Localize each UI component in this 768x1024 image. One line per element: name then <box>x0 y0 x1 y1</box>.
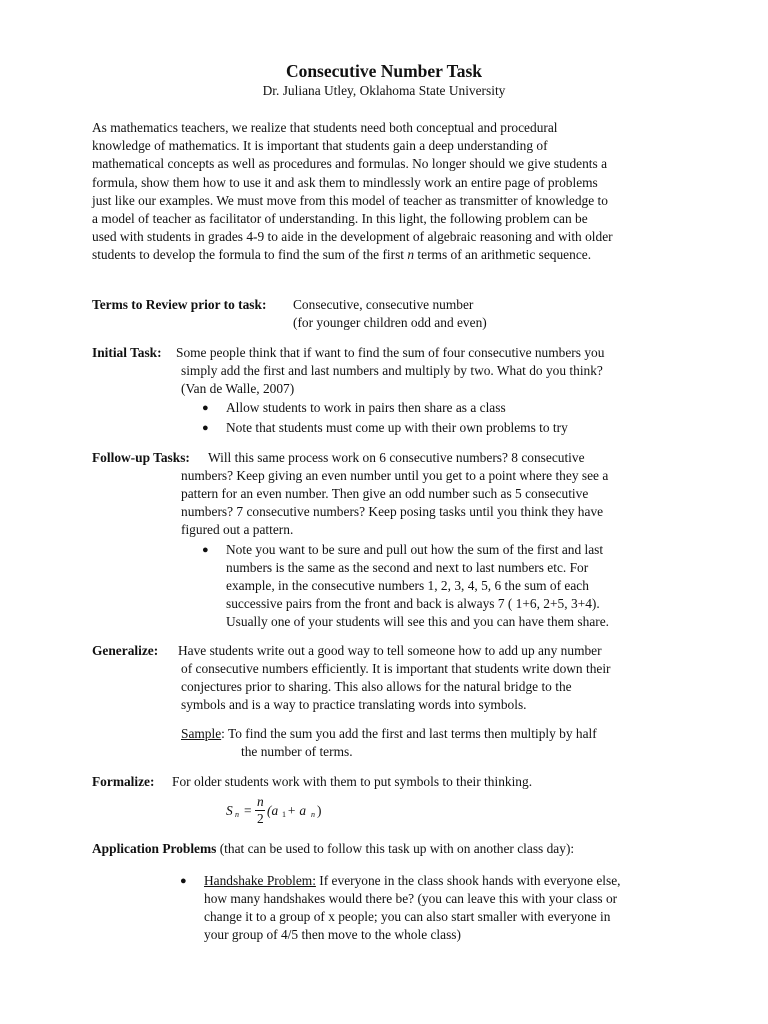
intro-line: a model of teacher as facilitator of understanding. In this light, the following problem can be <box>92 211 588 227</box>
intro-line: As mathematics teachers, we realize that students need both conceptual and procedural <box>92 120 558 135</box>
followup-line: figured out a pattern. <box>181 522 294 537</box>
followup-label: Follow-up Tasks: <box>92 450 190 465</box>
followup-line: numbers? 7 consecutive numbers? Keep posing tasks until you think they have <box>181 504 604 519</box>
intro-line: formula, show them how to use it and ask them to mindlessly work an entire page of problems <box>92 174 598 190</box>
formula-a1: (a <box>267 803 279 818</box>
bullet-icon: ● <box>202 402 209 414</box>
initial-task-line: (Van de Walle, 2007) <box>181 381 295 396</box>
followup-bullet-line: example, in the consecutive numbers 1, 2, 3, 4, 5, 6 the sum of each <box>226 578 589 593</box>
author-line: Dr. Juliana Utley, Oklahoma State University <box>262 83 506 98</box>
bullet-icon: ● <box>202 422 209 434</box>
intro-line <box>92 246 682 264</box>
terms-line: Consecutive, consecutive number <box>293 297 474 312</box>
bullet-icon: ● <box>202 544 209 556</box>
formalize-text: For older students work with them to put symbols to their thinking. <box>172 774 533 789</box>
formula-denominator: 2 <box>257 811 264 826</box>
handshake-text: If everyone in the class shook hands with everyone else, <box>315 873 621 888</box>
handshake-line <box>204 872 620 890</box>
formula-plus-an: + a <box>287 803 307 818</box>
formula-sub-n2: n <box>311 810 315 819</box>
sample-label: Sample <box>181 726 222 741</box>
sample-line <box>181 725 597 743</box>
followup-line: pattern for an even number. Then give an odd number such as 5 consecutive <box>181 486 589 501</box>
followup-line: Will this same process work on 6 consecutive numbers? 8 consecutive <box>208 450 585 465</box>
sample-line: the number of terms. <box>241 744 353 759</box>
generalize-line: conjectures prior to sharing. This also allows for the natural bridge to the <box>181 679 572 694</box>
initial-task-line: simply add the first and last numbers and multiply by two. What do you think? <box>181 363 603 378</box>
initial-task-line: Some people think that if want to find the sum of four consecutive numbers you <box>176 345 605 360</box>
generalize-label: Generalize: <box>92 643 159 658</box>
intro-paragraph <box>92 119 682 265</box>
application-label: Application Problems <box>92 841 217 856</box>
intro-line: just like our examples. We must move from this model of teacher as transmitter of knowledge to <box>92 192 608 208</box>
followup-line: numbers? Keep giving an even number until you get to a point where they see a <box>181 468 609 483</box>
application-line <box>92 840 574 858</box>
generalize-line: symbols and is a way to practice translating words into symbols. <box>181 697 527 712</box>
formalize-label: Formalize: <box>92 774 155 789</box>
generalize-line: of consecutive numbers efficiently. It is important that students write down their <box>181 661 611 676</box>
handshake-line: change it to a group of x people; you can also start smaller with everyone in <box>204 909 611 924</box>
followup-bullet-line: Usually one of your students will see this and you can have them share. <box>226 614 610 629</box>
handshake-label: Handshake Problem: <box>204 873 316 888</box>
formula-equals: = <box>244 803 252 818</box>
terms-label: Terms to Review prior to task: <box>92 297 267 312</box>
intro-text: terms of an arithmetic sequence. <box>414 247 592 263</box>
formula-sub-1: 1 <box>282 810 286 819</box>
initial-bullet: Note that students must come up with their own problems to try <box>226 420 568 435</box>
sum-formula <box>226 794 336 828</box>
document-title: Consecutive Number Task <box>285 61 483 81</box>
followup-bullet-line: Note you want to be sure and pull out how the sum of the first and last <box>226 542 604 557</box>
intro-line: mathematical concepts as well as procedures and formulas. No longer should we give students a <box>92 156 608 172</box>
initial-task-label: Initial Task: <box>92 345 162 360</box>
bullet-icon: ● <box>180 875 187 887</box>
formula-s: S <box>226 803 233 818</box>
intro-line: knowledge of mathematics. It is important that students gain a deep understanding of <box>92 138 548 154</box>
terms-line: (for younger children odd and even) <box>293 315 487 330</box>
formula-numerator: n <box>257 794 264 809</box>
application-text: (that can be used to follow this task up with on another class day): <box>216 841 575 856</box>
followup-bullet-line: numbers is the same as the second and next to last numbers etc. For <box>226 560 589 575</box>
handshake-line: your group of 4/5 then move to the whole class) <box>204 927 461 942</box>
initial-bullet: Allow students to work in pairs then share as a class <box>226 400 506 415</box>
formula-sub-n: n <box>235 810 239 819</box>
followup-bullet-line: successive pairs from the front and back is always 7 ( 1+6, 2+5, 3+4). <box>226 596 600 611</box>
intro-text: students to develop the formula to find the sum of the first <box>92 247 408 263</box>
sample-text: : To find the sum you add the first and last terms then multiply by half <box>221 726 597 741</box>
generalize-line: Have students write out a good way to tell someone how to add up any number <box>178 643 602 658</box>
formula-close: ) <box>317 803 322 818</box>
handshake-line: how many handshakes would there be? (you can leave this with your class or <box>204 891 618 906</box>
variable-n: n <box>407 247 415 263</box>
intro-line: used with students in grades 4-9 to aide in the development of algebraic reasoning and with older <box>92 229 613 245</box>
